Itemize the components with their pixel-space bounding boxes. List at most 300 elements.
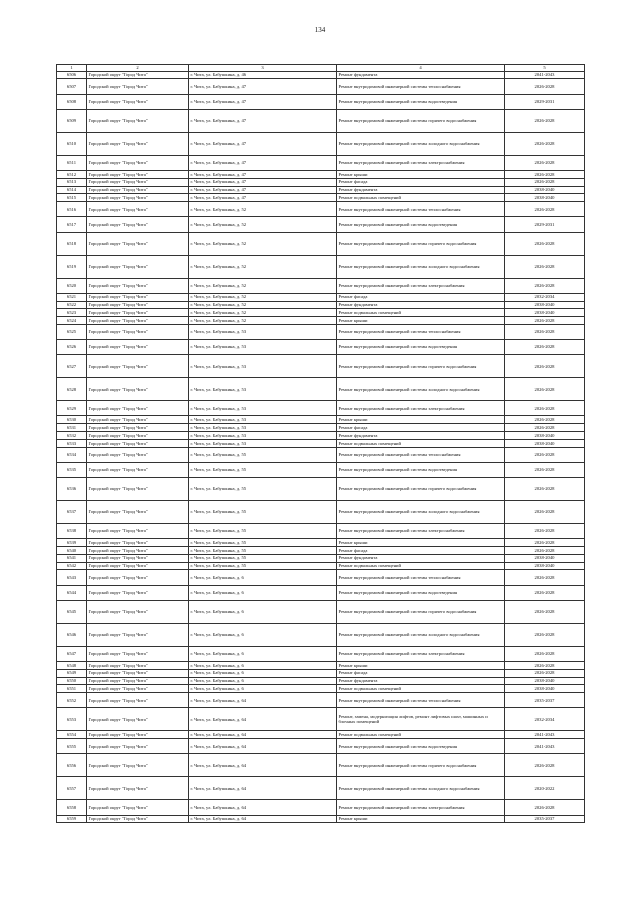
row-number-cell: 6522	[57, 301, 87, 309]
municipality-cell: Городской округ "Город Чита"	[87, 186, 189, 194]
row-number-cell: 6527	[57, 355, 87, 378]
period-cell: 2026-2028	[505, 447, 585, 462]
period-cell: 2026-2028	[505, 132, 585, 155]
work-type-cell: Ремонт внутридомовой инженерной системы теплоснабжения	[337, 447, 505, 462]
municipality-cell: Городской округ "Город Чита"	[87, 401, 189, 416]
work-type-cell: Ремонт подвальных помещений	[337, 309, 505, 317]
address-cell: г. Чита, ул. Бабушкина, д. 55	[189, 539, 337, 547]
table-row	[57, 693, 585, 708]
work-type-cell: Ремонт крыши	[337, 416, 505, 424]
work-type-cell: Ремонт фасада	[337, 293, 505, 301]
row-number-cell: 6517	[57, 217, 87, 232]
work-type-cell: Ремонт внутридомовой инженерной системы теплоснабжения	[337, 79, 505, 94]
municipality-cell: Городской округ "Город Чита"	[87, 424, 189, 432]
work-type-cell: Ремонт фундамента	[337, 301, 505, 309]
work-type-cell: Ремонт внутридомовой инженерной системы водоотведения	[337, 340, 505, 355]
work-type-cell: Ремонт внутридомовой инженерной системы водоотведения	[337, 462, 505, 477]
table-row	[57, 524, 585, 539]
row-number-cell: 6555	[57, 739, 87, 754]
period-cell: 2026-2028	[505, 501, 585, 524]
municipality-cell: Городской округ "Город Чита"	[87, 447, 189, 462]
table-row	[57, 355, 585, 378]
work-type-cell: Ремонт внутридомовой инженерной системы теплоснабжения	[337, 693, 505, 708]
row-number-cell: 6519	[57, 255, 87, 278]
work-type-cell: Ремонт внутридомовой инженерной системы холодного водоснабжения	[337, 777, 505, 800]
municipality-cell: Городской округ "Город Чита"	[87, 800, 189, 815]
municipality-cell: Городской округ "Город Чита"	[87, 554, 189, 562]
work-type-cell: Ремонт крыши	[337, 815, 505, 823]
address-cell: г. Чита, ул. Бабушкина, д. 53	[189, 324, 337, 339]
column-header: 2	[87, 65, 189, 72]
row-number-cell: 6549	[57, 669, 87, 677]
row-number-cell: 6508	[57, 94, 87, 109]
address-cell: г. Чита, ул. Бабушкина, д. 53	[189, 401, 337, 416]
period-cell: 2026-2028	[505, 585, 585, 600]
work-type-cell: Ремонт фасада	[337, 669, 505, 677]
row-number-cell: 6515	[57, 194, 87, 202]
address-cell: г. Чита, ул. Бабушкина, д. 64	[189, 693, 337, 708]
row-number-cell: 6510	[57, 132, 87, 155]
row-number-cell: 6541	[57, 554, 87, 562]
row-number-cell: 6520	[57, 278, 87, 293]
address-cell: г. Чита, ул. Бабушкина, д. 53	[189, 378, 337, 401]
address-cell: г. Чита, ул. Бабушкина, д. 47	[189, 155, 337, 170]
municipality-cell: Городской округ "Город Чита"	[87, 317, 189, 325]
table-row	[57, 800, 585, 815]
municipality-cell: Городской округ "Город Чита"	[87, 815, 189, 823]
row-number-cell: 6553	[57, 708, 87, 731]
work-type-cell: Ремонт фундамента	[337, 554, 505, 562]
address-cell: г. Чита, ул. Бабушкина, д. 6	[189, 669, 337, 677]
work-type-cell: Ремонт подвальных помещений	[337, 194, 505, 202]
municipality-cell: Городской округ "Город Чита"	[87, 132, 189, 155]
period-cell: 2041-2043	[505, 731, 585, 739]
work-type-cell: Ремонт внутридомовой инженерной системы теплоснабжения	[337, 570, 505, 585]
row-number-cell: 6559	[57, 815, 87, 823]
work-type-cell: Ремонт фасада	[337, 424, 505, 432]
table-row	[57, 317, 585, 325]
address-cell: г. Чита, ул. Бабушкина, д. 64	[189, 777, 337, 800]
row-number-cell: 6537	[57, 501, 87, 524]
row-number-cell: 6531	[57, 424, 87, 432]
row-number-cell: 6546	[57, 623, 87, 646]
period-cell: 2032-2034	[505, 708, 585, 731]
address-cell: г. Чита, ул. Бабушкина, д. 52	[189, 309, 337, 317]
municipality-cell: Городской округ "Город Чита"	[87, 754, 189, 777]
municipality-cell: Городской округ "Город Чита"	[87, 600, 189, 623]
period-cell: 2029-2031	[505, 94, 585, 109]
table-row	[57, 570, 585, 585]
row-number-cell: 6514	[57, 186, 87, 194]
table-row	[57, 186, 585, 194]
work-type-cell: Ремонт крыши	[337, 661, 505, 669]
address-cell: г. Чита, ул. Бабушкина, д. 47	[189, 109, 337, 132]
period-cell: 2038-2040	[505, 194, 585, 202]
work-type-cell: Ремонт внутридомовой инженерной системы электроснабжения	[337, 646, 505, 661]
address-cell: г. Чита, ул. Бабушкина, д. 47	[189, 94, 337, 109]
period-cell: 2026-2028	[505, 524, 585, 539]
address-cell: г. Чита, ул. Бабушкина, д. 64	[189, 815, 337, 823]
work-type-cell: Ремонт подвальных помещений	[337, 439, 505, 447]
address-cell: г. Чита, ул. Бабушкина, д. 55	[189, 447, 337, 462]
work-type-cell: Ремонт внутридомовой инженерной системы холодного водоснабжения	[337, 623, 505, 646]
address-cell: г. Чита, ул. Бабушкина, д. 6	[189, 585, 337, 600]
table-row	[57, 754, 585, 777]
municipality-cell: Городской округ "Город Чита"	[87, 155, 189, 170]
period-cell: 2026-2028	[505, 462, 585, 477]
municipality-cell: Городской округ "Город Чита"	[87, 194, 189, 202]
table-row	[57, 669, 585, 677]
municipality-cell: Городской округ "Город Чита"	[87, 562, 189, 570]
row-number-cell: 6550	[57, 677, 87, 685]
municipality-cell: Городской округ "Город Чита"	[87, 170, 189, 178]
municipality-cell: Городской округ "Город Чита"	[87, 708, 189, 731]
address-cell: г. Чита, ул. Бабушкина, д. 47	[189, 170, 337, 178]
header-row	[57, 65, 585, 72]
work-type-cell: Ремонт внутридомовой инженерной системы горячего водоснабжения	[337, 754, 505, 777]
municipality-cell: Городской округ "Город Чита"	[87, 301, 189, 309]
row-number-cell: 6513	[57, 178, 87, 186]
municipality-cell: Городской округ "Город Чита"	[87, 232, 189, 255]
period-cell: 2026-2028	[505, 278, 585, 293]
row-number-cell: 6554	[57, 731, 87, 739]
table-row	[57, 623, 585, 646]
row-number-cell: 6518	[57, 232, 87, 255]
period-cell: 2038-2040	[505, 309, 585, 317]
table-row	[57, 646, 585, 661]
work-type-cell: Ремонт подвальных помещений	[337, 685, 505, 693]
column-header: 1	[57, 65, 87, 72]
municipality-cell: Городской округ "Город Чита"	[87, 293, 189, 301]
address-cell: г. Чита, ул. Бабушкина, д. 6	[189, 661, 337, 669]
period-cell: 2038-2040	[505, 301, 585, 309]
table-row	[57, 685, 585, 693]
table-row	[57, 562, 585, 570]
address-cell: г. Чита, ул. Бабушкина, д. 52	[189, 202, 337, 217]
period-cell: 2038-2040	[505, 432, 585, 440]
work-type-cell: Ремонт фундамента	[337, 677, 505, 685]
work-type-cell: Ремонт внутридомовой инженерной системы электроснабжения	[337, 800, 505, 815]
table-row	[57, 432, 585, 440]
row-number-cell: 6548	[57, 661, 87, 669]
row-number-cell: 6516	[57, 202, 87, 217]
table-row	[57, 424, 585, 432]
work-type-cell: Ремонт внутридомовой инженерной системы электроснабжения	[337, 524, 505, 539]
address-cell: г. Чита, ул. Бабушкина, д. 6	[189, 623, 337, 646]
work-type-cell: Ремонт крыши	[337, 317, 505, 325]
period-cell: 2026-2028	[505, 539, 585, 547]
address-cell: г. Чита, ул. Бабушкина, д. 52	[189, 255, 337, 278]
period-cell: 2026-2028	[505, 324, 585, 339]
period-cell: 2038-2040	[505, 677, 585, 685]
row-number-cell: 6529	[57, 401, 87, 416]
row-number-cell: 6551	[57, 685, 87, 693]
row-number-cell: 6511	[57, 155, 87, 170]
row-number-cell: 6512	[57, 170, 87, 178]
work-type-cell: Ремонт фасада	[337, 547, 505, 555]
address-cell: г. Чита, ул. Бабушкина, д. 52	[189, 217, 337, 232]
period-cell: 2038-2040	[505, 186, 585, 194]
work-type-cell: Ремонт подвальных помещений	[337, 562, 505, 570]
work-type-cell: Ремонт внутридомовой инженерной системы водоотведения	[337, 585, 505, 600]
work-type-cell: Ремонт внутридомовой инженерной системы теплоснабжения	[337, 202, 505, 217]
address-cell: г. Чита, ул. Бабушкина, д. 64	[189, 754, 337, 777]
municipality-cell: Городской округ "Город Чита"	[87, 685, 189, 693]
period-cell: 2026-2028	[505, 478, 585, 501]
period-cell: 2026-2028	[505, 202, 585, 217]
address-cell: г. Чита, ул. Бабушкина, д. 6	[189, 570, 337, 585]
table-row	[57, 94, 585, 109]
table-row	[57, 554, 585, 562]
work-type-cell: Ремонт внутридомовой инженерной системы водоотведения	[337, 217, 505, 232]
period-cell: 2038-2040	[505, 685, 585, 693]
row-number-cell: 6524	[57, 317, 87, 325]
municipality-cell: Городской округ "Город Чита"	[87, 524, 189, 539]
period-cell: 2026-2028	[505, 800, 585, 815]
municipality-cell: Городской округ "Город Чита"	[87, 324, 189, 339]
table-row	[57, 731, 585, 739]
row-number-cell: 6528	[57, 378, 87, 401]
row-number-cell: 6526	[57, 340, 87, 355]
work-type-cell: Ремонт внутридомовой инженерной системы водоотведения	[337, 739, 505, 754]
address-cell: г. Чита, ул. Бабушкина, д. 55	[189, 524, 337, 539]
row-number-cell: 6530	[57, 416, 87, 424]
table-row	[57, 170, 585, 178]
row-number-cell: 6506	[57, 71, 87, 79]
row-number-cell: 6507	[57, 79, 87, 94]
municipality-cell: Городской округ "Город Чита"	[87, 378, 189, 401]
page-number: 134	[314, 26, 326, 34]
municipality-cell: Городской округ "Город Чита"	[87, 94, 189, 109]
municipality-cell: Городской округ "Город Чита"	[87, 416, 189, 424]
row-number-cell: 6552	[57, 693, 87, 708]
period-cell: 2026-2028	[505, 155, 585, 170]
address-cell: г. Чита, ул. Бабушкина, д. 55	[189, 478, 337, 501]
municipality-cell: Городской округ "Город Чита"	[87, 478, 189, 501]
period-cell: 2038-2040	[505, 439, 585, 447]
period-cell: 2026-2028	[505, 547, 585, 555]
address-cell: г. Чита, ул. Бабушкина, д. 55	[189, 501, 337, 524]
address-cell: г. Чита, ул. Бабушкина, д. 6	[189, 600, 337, 623]
work-type-cell: Ремонт, замена, модернизация лифтов, ремонт лифтовых шахт, машинных и блочных помещений	[337, 708, 505, 731]
period-cell: 2026-2028	[505, 661, 585, 669]
table-row	[57, 501, 585, 524]
row-number-cell: 6556	[57, 754, 87, 777]
period-cell: 2026-2028	[505, 646, 585, 661]
period-cell: 2026-2028	[505, 79, 585, 94]
municipality-cell: Городской округ "Город Чита"	[87, 777, 189, 800]
address-cell: г. Чита, ул. Бабушкина, д. 53	[189, 355, 337, 378]
row-number-cell: 6542	[57, 562, 87, 570]
row-number-cell: 6533	[57, 439, 87, 447]
period-cell: 2026-2028	[505, 109, 585, 132]
period-cell: 2026-2028	[505, 317, 585, 325]
work-type-cell: Ремонт внутридомовой инженерной системы теплоснабжения	[337, 324, 505, 339]
work-type-cell: Ремонт внутридомовой инженерной системы холодного водоснабжения	[337, 378, 505, 401]
address-cell: г. Чита, ул. Бабушкина, д. 47	[189, 132, 337, 155]
municipality-cell: Городской округ "Город Чита"	[87, 693, 189, 708]
work-type-cell: Ремонт внутридомовой инженерной системы горячего водоснабжения	[337, 355, 505, 378]
work-type-cell: Ремонт внутридомовой инженерной системы горячего водоснабжения	[337, 600, 505, 623]
address-cell: г. Чита, ул. Бабушкина, д. 53	[189, 340, 337, 355]
period-cell: 2041-2043	[505, 739, 585, 754]
work-type-cell: Ремонт внутридомовой инженерной системы холодного водоснабжения	[337, 255, 505, 278]
municipality-cell: Городской округ "Город Чита"	[87, 79, 189, 94]
table-row	[57, 301, 585, 309]
row-number-cell: 6536	[57, 478, 87, 501]
municipality-cell: Городской округ "Город Чита"	[87, 202, 189, 217]
municipality-cell: Городской округ "Город Чита"	[87, 731, 189, 739]
address-cell: г. Чита, ул. Бабушкина, д. 53	[189, 416, 337, 424]
period-cell: 2026-2028	[505, 424, 585, 432]
period-cell: 2038-2040	[505, 562, 585, 570]
column-header: 5	[505, 65, 585, 72]
municipality-cell: Городской округ "Город Чита"	[87, 585, 189, 600]
address-cell: г. Чита, ул. Бабушкина, д. 55	[189, 554, 337, 562]
municipality-cell: Городской округ "Город Чита"	[87, 661, 189, 669]
address-cell: г. Чита, ул. Бабушкина, д. 6	[189, 646, 337, 661]
address-cell: г. Чита, ул. Бабушкина, д. 64	[189, 731, 337, 739]
address-cell: г. Чита, ул. Бабушкина, д. 6	[189, 685, 337, 693]
table-row	[57, 547, 585, 555]
address-cell: г. Чита, ул. Бабушкина, д. 6	[189, 677, 337, 685]
work-type-cell: Ремонт фундамента	[337, 71, 505, 79]
work-type-cell: Ремонт внутридомовой инженерной системы холодного водоснабжения	[337, 132, 505, 155]
period-cell: 2020-2022	[505, 777, 585, 800]
municipality-cell: Городской округ "Город Чита"	[87, 278, 189, 293]
address-cell: г. Чита, ул. Бабушкина, д. 52	[189, 293, 337, 301]
table-row	[57, 255, 585, 278]
table-row	[57, 293, 585, 301]
table-row	[57, 132, 585, 155]
period-cell: 2026-2028	[505, 570, 585, 585]
address-cell: г. Чита, ул. Бабушкина, д. 64	[189, 800, 337, 815]
repair-schedule-table	[56, 64, 585, 823]
work-type-cell: Ремонт внутридомовой инженерной системы холодного водоснабжения	[337, 501, 505, 524]
table-row	[57, 416, 585, 424]
period-cell: 2029-2031	[505, 217, 585, 232]
municipality-cell: Городской округ "Город Чита"	[87, 432, 189, 440]
row-number-cell: 6558	[57, 800, 87, 815]
row-number-cell: 6534	[57, 447, 87, 462]
period-cell: 2035-2037	[505, 693, 585, 708]
period-cell: 2026-2028	[505, 378, 585, 401]
municipality-cell: Городской округ "Город Чита"	[87, 739, 189, 754]
address-cell: г. Чита, ул. Бабушкина, д. 46	[189, 71, 337, 79]
address-cell: г. Чита, ул. Бабушкина, д. 52	[189, 317, 337, 325]
work-type-cell: Ремонт крыши	[337, 539, 505, 547]
table-row	[57, 155, 585, 170]
table-row	[57, 324, 585, 339]
municipality-cell: Городской округ "Город Чита"	[87, 669, 189, 677]
column-header: 3	[189, 65, 337, 72]
row-number-cell: 6525	[57, 324, 87, 339]
address-cell: г. Чита, ул. Бабушкина, д. 55	[189, 462, 337, 477]
address-cell: г. Чита, ул. Бабушкина, д. 52	[189, 301, 337, 309]
table-row	[57, 439, 585, 447]
period-cell: 2026-2028	[505, 600, 585, 623]
table-row	[57, 677, 585, 685]
row-number-cell: 6532	[57, 432, 87, 440]
period-cell: 2026-2028	[505, 669, 585, 677]
work-type-cell: Ремонт внутридомовой инженерной системы электроснабжения	[337, 278, 505, 293]
table-row	[57, 539, 585, 547]
table-row	[57, 232, 585, 255]
work-type-cell: Ремонт фундамента	[337, 186, 505, 194]
municipality-cell: Городской округ "Город Чита"	[87, 340, 189, 355]
address-cell: г. Чита, ул. Бабушкина, д. 55	[189, 547, 337, 555]
row-number-cell: 6545	[57, 600, 87, 623]
work-type-cell: Ремонт фундамента	[337, 432, 505, 440]
row-number-cell: 6540	[57, 547, 87, 555]
table-body	[57, 65, 585, 823]
work-type-cell: Ремонт крыши	[337, 170, 505, 178]
municipality-cell: Городской округ "Город Чита"	[87, 677, 189, 685]
table-row	[57, 447, 585, 462]
municipality-cell: Городской округ "Город Чита"	[87, 309, 189, 317]
table-row	[57, 71, 585, 79]
work-type-cell: Ремонт внутридомовой инженерной системы горячего водоснабжения	[337, 478, 505, 501]
period-cell: 2026-2028	[505, 178, 585, 186]
row-number-cell: 6538	[57, 524, 87, 539]
row-number-cell: 6521	[57, 293, 87, 301]
address-cell: г. Чита, ул. Бабушкина, д. 47	[189, 79, 337, 94]
work-type-cell: Ремонт внутридомовой инженерной системы горячего водоснабжения	[337, 232, 505, 255]
municipality-cell: Городской округ "Город Чита"	[87, 462, 189, 477]
address-cell: г. Чита, ул. Бабушкина, д. 55	[189, 562, 337, 570]
period-cell: 2026-2028	[505, 255, 585, 278]
period-cell: 2026-2028	[505, 232, 585, 255]
address-cell: г. Чита, ул. Бабушкина, д. 53	[189, 432, 337, 440]
table-row	[57, 462, 585, 477]
municipality-cell: Городской округ "Город Чита"	[87, 178, 189, 186]
municipality-cell: Городской округ "Город Чита"	[87, 623, 189, 646]
row-number-cell: 6535	[57, 462, 87, 477]
column-header: 4	[337, 65, 505, 72]
work-type-cell: Ремонт внутридомовой инженерной системы водоотведения	[337, 94, 505, 109]
address-cell: г. Чита, ул. Бабушкина, д. 47	[189, 178, 337, 186]
address-cell: г. Чита, ул. Бабушкина, д. 64	[189, 708, 337, 731]
address-cell: г. Чита, ул. Бабушкина, д. 64	[189, 739, 337, 754]
period-cell: 2026-2028	[505, 340, 585, 355]
municipality-cell: Городской округ "Город Чита"	[87, 539, 189, 547]
table-row	[57, 777, 585, 800]
municipality-cell: Городской округ "Город Чита"	[87, 439, 189, 447]
table-row	[57, 194, 585, 202]
period-cell: 2041-2043	[505, 71, 585, 79]
period-cell: 2026-2028	[505, 355, 585, 378]
work-type-cell: Ремонт подвальных помещений	[337, 731, 505, 739]
table-row	[57, 202, 585, 217]
table-row	[57, 600, 585, 623]
table-row	[57, 309, 585, 317]
table-row	[57, 661, 585, 669]
period-cell: 2038-2040	[505, 554, 585, 562]
municipality-cell: Городской округ "Город Чита"	[87, 109, 189, 132]
address-cell: г. Чита, ул. Бабушкина, д. 47	[189, 186, 337, 194]
municipality-cell: Городской округ "Город Чита"	[87, 501, 189, 524]
municipality-cell: Городской округ "Город Чита"	[87, 646, 189, 661]
table-row	[57, 340, 585, 355]
row-number-cell: 6557	[57, 777, 87, 800]
address-cell: г. Чита, ул. Бабушкина, д. 47	[189, 194, 337, 202]
row-number-cell: 6539	[57, 539, 87, 547]
table-row	[57, 739, 585, 754]
address-cell: г. Чита, ул. Бабушкина, д. 53	[189, 439, 337, 447]
table-row	[57, 178, 585, 186]
municipality-cell: Городской округ "Город Чита"	[87, 547, 189, 555]
period-cell: 2026-2028	[505, 623, 585, 646]
